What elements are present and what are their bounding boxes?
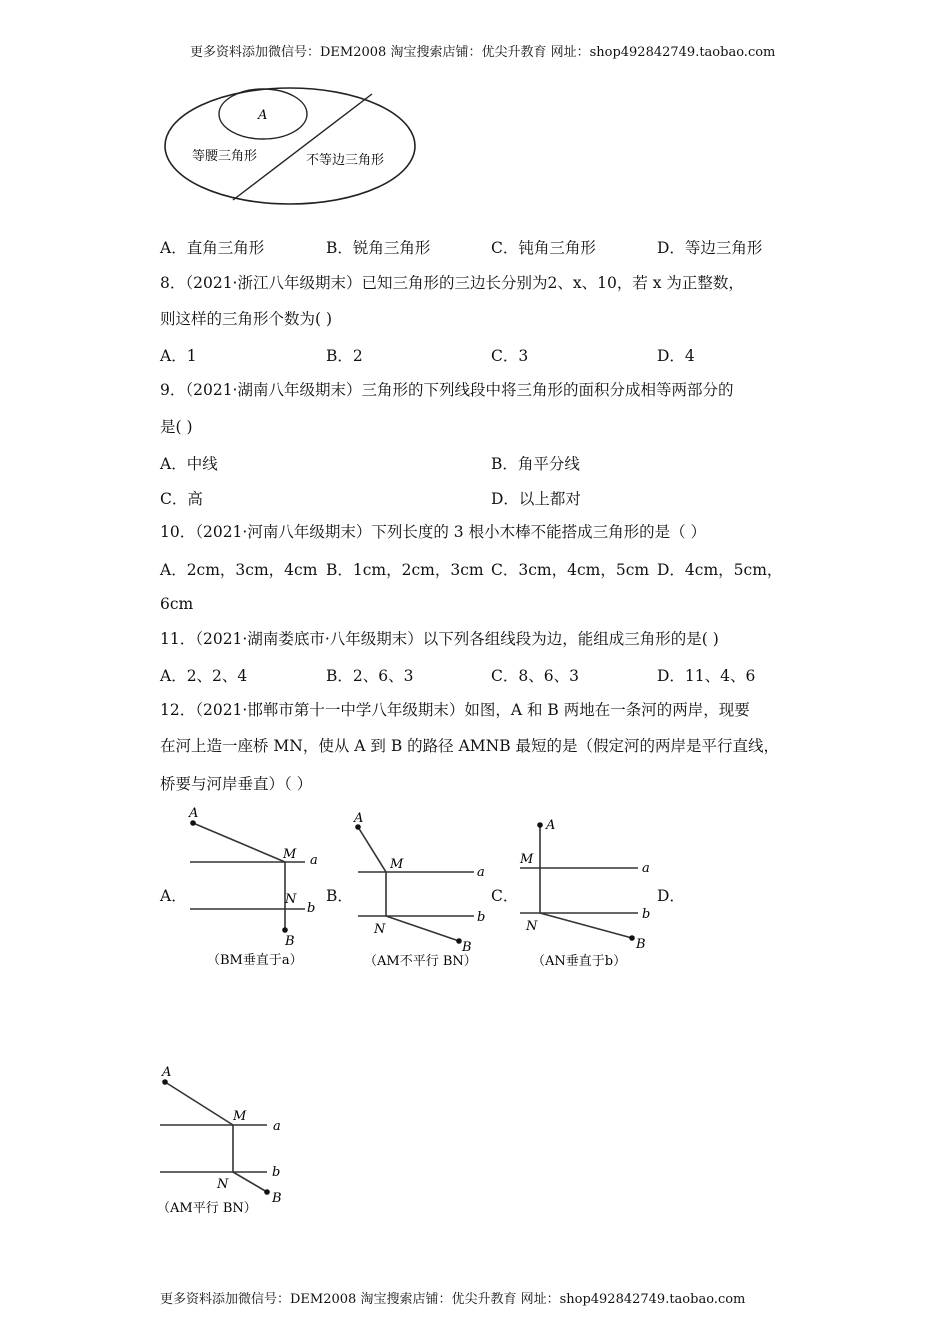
fig-c-label-b: B [636,937,646,952]
q10-option-a: A．2cm，3cm，4cm [160,561,318,579]
fig-d-caption: （AM平行 BN） [157,1201,257,1216]
fig-d-label-line-a: a [273,1119,281,1134]
q12-option-b-letter: B． [326,887,353,905]
fig-c-caption: （AN垂直于b） [532,954,627,969]
fig-b-label-n: N [374,922,386,937]
q10-option-d-wrap: 6cm [160,595,194,613]
q7-option-c: C．钝角三角形 [491,239,596,257]
q8-option-c: C．3 [491,347,529,365]
q7-option-b: B．锐角三角形 [326,239,431,257]
outer-ellipse [165,88,415,204]
fig-b-label-m: M [390,857,404,872]
q9-option-d: D．以上都对 [491,490,581,508]
bridge-figure-c [512,810,662,975]
q9-stem-line2: 是( ) [160,418,193,436]
fig-a-label-n: N [285,892,297,907]
fig-d-label-n: N [217,1177,229,1192]
q8-option-b: B．2 [326,347,363,365]
q12-stem-line1: 12．（2021·邯郸市第十一中学八年级期末）如图，A 和 B 两地在一条河的两岸，现要 [160,701,750,719]
q12-option-a-letter: A． [160,887,187,905]
q9-option-a: A．中线 [160,455,218,473]
bridge-figure-b [350,805,500,975]
q12-stem-line3: 桥要与河岸垂直）（ ） [160,775,313,793]
q11-option-b: B．2、6、3 [326,667,414,685]
fig-b-label-line-a: a [477,865,485,880]
q10-stem: 10．（2021·河南八年级期末）下列长度的 3 根小木棒不能搭成三角形的是（ ） [160,523,706,541]
fig-d-label-line-b: b [272,1165,281,1180]
q8-option-d: D．4 [657,347,695,365]
fig-a-label-line-b: b [307,901,316,916]
q10-option-d: D．4cm，5cm， [657,561,783,579]
fig-c-label-n: N [526,919,538,934]
q12-option-d-letter: D． [657,887,685,905]
fig-a-label-a: A [189,806,199,821]
q8-option-a: A．1 [160,347,197,365]
q11-option-c: C．8、6、3 [491,667,579,685]
fig-b-label-line-b: b [477,910,486,925]
fig-a-label-b: B [285,934,295,949]
q11-stem: 11．（2021·湖南娄底市·八年级期末）以下列各组线段为边，能组成三角形的是( ) [160,630,719,648]
venn-right-label: 不等边三角形 [306,153,385,168]
q8-stem-line1: 8．（2021·浙江八年级期末）已知三角形的三边长分别为2、x、10，若 x 为正整数， [160,274,744,292]
q7-option-a: A．直角三角形 [160,239,265,257]
fig-a-label-line-a: a [310,853,318,868]
fig-d-label-m: M [233,1109,247,1124]
venn-inner-label: A [258,108,268,123]
triangle-classification-venn-diagram [160,82,420,210]
q12-stem-line2: 在河上造一座桥 MN，使从 A 到 B 的路径 AMNB 最短的是（假定河的两岸是平行直线， [160,737,780,755]
q10-option-b: B．1cm，2cm，3cm [326,561,484,579]
fig-a-caption: （BM垂直于a） [207,953,303,968]
bridge-figure-a [185,800,335,975]
fig-c-label-m: M [520,852,534,867]
fig-d-label-a: A [162,1065,172,1080]
q12-option-c-letter: C． [491,887,519,905]
q9-option-c: C．高 [160,490,203,508]
venn-left-label: 等腰三角形 [192,149,258,164]
q9-option-b: B．角平分线 [491,455,580,473]
q9-stem-line1: 9．（2021·湖南八年级期末）三角形的下列线段中将三角形的面积分成相等两部分的 [160,381,734,399]
q11-option-d: D．11、4、6 [657,667,756,685]
fig-c-label-line-a: a [642,861,650,876]
q10-option-c: C．3cm，4cm，5cm [491,561,650,579]
divider-line [233,94,372,200]
page-footer: 更多资料添加微信号：DEM2008 淘宝搜索店铺：优尖升教育 网址：shop492842749.taobao.com [160,1292,746,1307]
fig-b-label-b: B [462,940,472,955]
fig-c-label-a: A [546,818,556,833]
page-header: 更多资料添加微信号：DEM2008 淘宝搜索店铺：优尖升教育 网址：shop492842749.taobao.com [190,45,776,60]
q8-stem-line2: 则这样的三角形个数为( ) [160,310,333,328]
q7-option-d: D．等边三角形 [657,239,763,257]
bridge-figure-d [155,1062,305,1222]
fig-b-caption: （AM不平行 BN） [364,954,477,969]
fig-d-label-b: B [272,1191,282,1206]
fig-b-label-a: A [354,811,364,826]
q11-option-a: A．2、2、4 [160,667,248,685]
fig-a-label-m: M [283,847,297,862]
fig-c-label-line-b: b [642,907,651,922]
